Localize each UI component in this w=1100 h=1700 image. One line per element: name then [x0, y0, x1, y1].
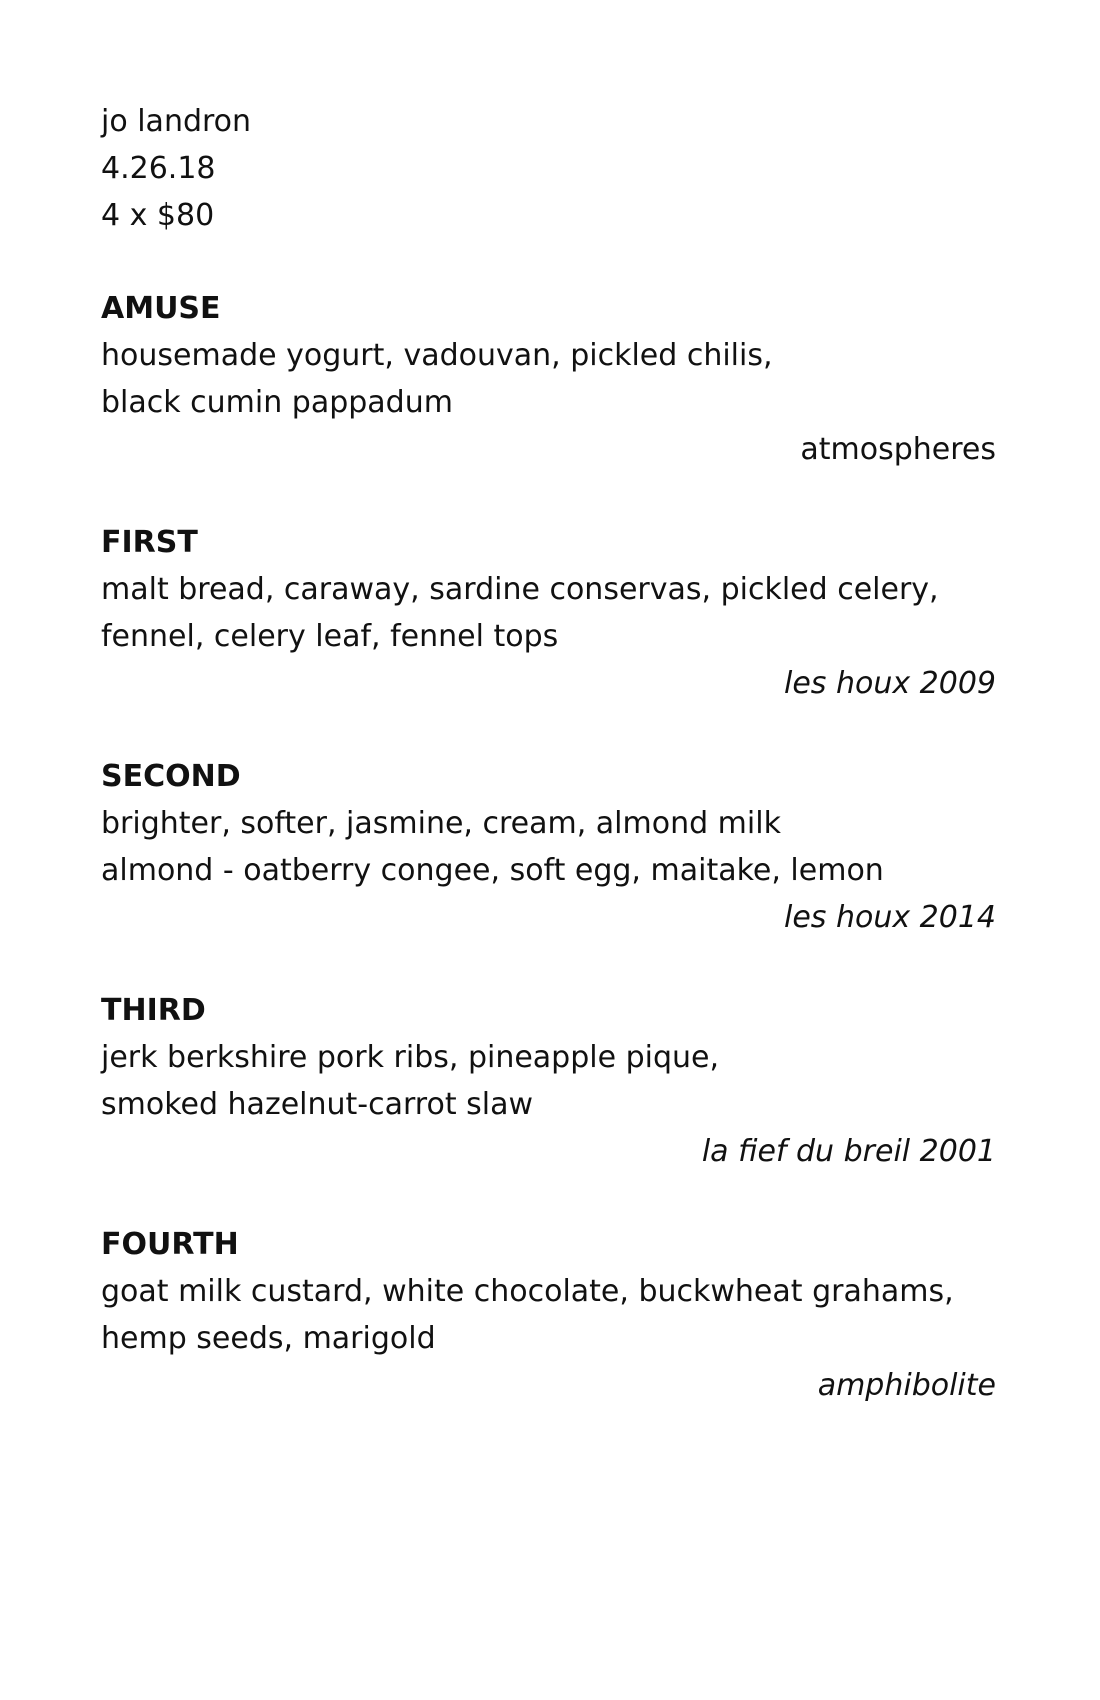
course-title: AMUSE [101, 291, 221, 326]
menu-price: 4 x $80 [101, 198, 215, 233]
course-title: FOURTH [101, 1227, 239, 1262]
dish-line: hemp seeds, marigold [101, 1321, 436, 1356]
course-title: SECOND [101, 759, 241, 794]
wine-pairing: amphibolite [817, 1368, 996, 1403]
course-amuse [101, 285, 996, 473]
dish-line: brighter, softer, jasmine, cream, almond milk [101, 806, 781, 841]
wine-pairing: les houx 2014 [784, 900, 996, 935]
menu-page [101, 98, 996, 1409]
wine-pairing: la fief du breil 2001 [701, 1134, 996, 1169]
course-second [101, 753, 996, 941]
course-first [101, 519, 996, 707]
course-title: FIRST [101, 525, 198, 560]
dish-line: black cumin pappadum [101, 385, 453, 420]
producer-name: jo landron [101, 104, 252, 139]
wine-pairing: les houx 2009 [784, 666, 996, 701]
dish-line: almond - oatberry congee, soft egg, maitake, lemon [101, 853, 884, 888]
dish-line: jerk berkshire pork ribs, pineapple pique, [101, 1040, 720, 1075]
course-fourth [101, 1221, 996, 1409]
dish-line: fennel, celery leaf, fennel tops [101, 619, 559, 654]
wine-pairing: atmospheres [800, 432, 996, 467]
menu-date: 4.26.18 [101, 151, 216, 186]
dish-line: malt bread, caraway, sardine conservas, pickled celery, [101, 572, 939, 607]
dish-line: housemade yogurt, vadouvan, pickled chilis, [101, 338, 773, 373]
dish-line: smoked hazelnut-carrot slaw [101, 1087, 533, 1122]
course-third [101, 987, 996, 1175]
course-title: THIRD [101, 993, 206, 1028]
menu-header [101, 98, 996, 239]
dish-line: goat milk custard, white chocolate, buckwheat grahams, [101, 1274, 954, 1309]
